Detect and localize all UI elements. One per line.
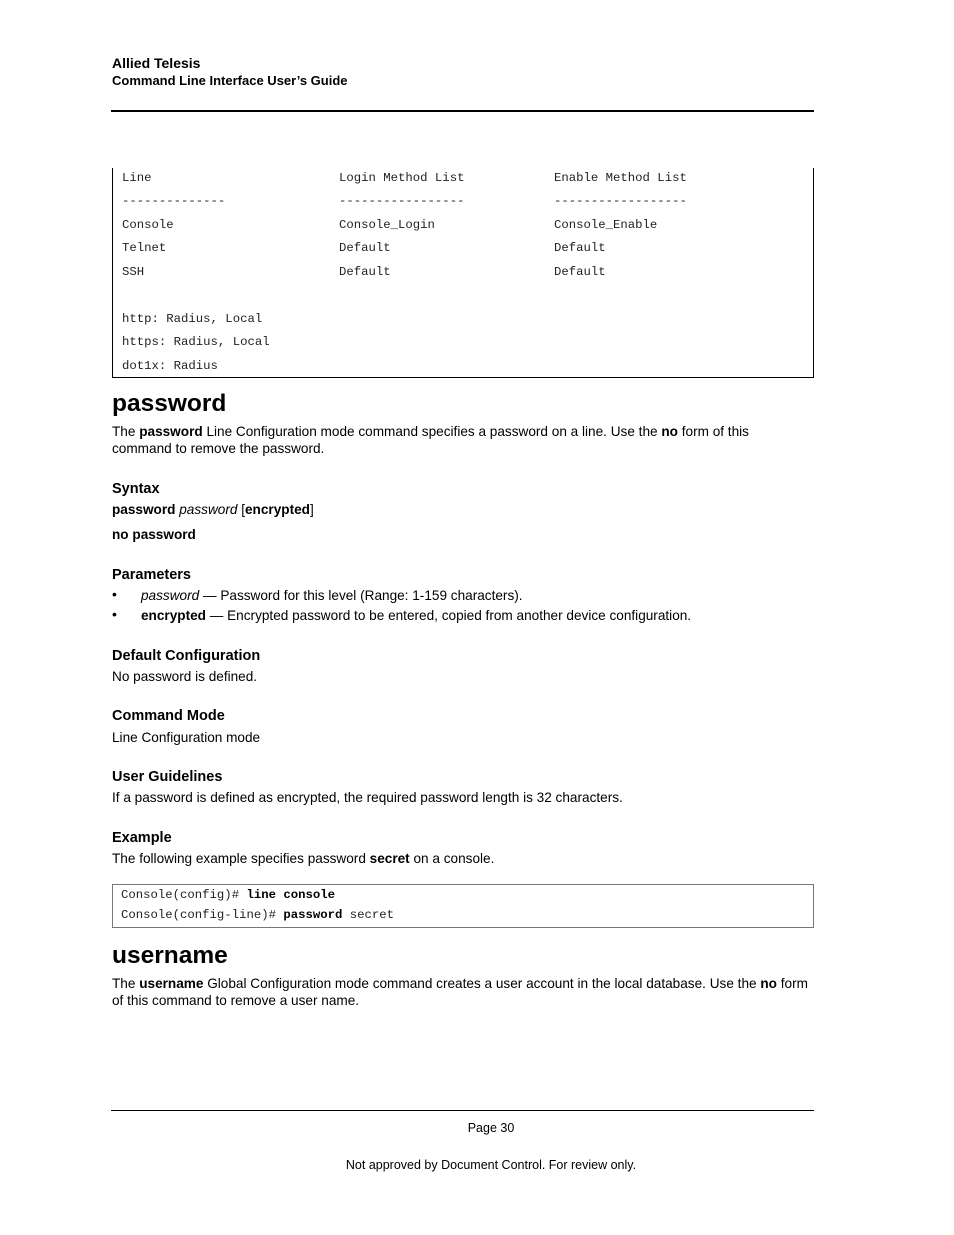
example-code-box xyxy=(112,884,814,928)
output-line: http: Radius, Local xyxy=(122,312,263,326)
code-line: Console(config)# line console xyxy=(121,888,336,902)
col-dash-line: -------------- xyxy=(122,194,226,208)
header-guide-title: Command Line Interface User’s Guide xyxy=(112,73,348,88)
table-cell: SSH xyxy=(122,265,145,279)
example-text: The following example specifies password secret on a console. xyxy=(112,851,495,866)
default-config-heading: Default Configuration xyxy=(112,648,261,664)
table-cell: Console xyxy=(122,218,174,232)
user-guidelines-heading: User Guidelines xyxy=(112,769,223,785)
col-dash-enable: ------------------ xyxy=(554,194,687,208)
parameter-item: encrypted — Encrypted password to be entered, copied from another device configuration. xyxy=(141,608,692,623)
table-cell: Console_Enable xyxy=(554,218,658,232)
bullet-icon: • xyxy=(112,606,117,622)
col-header-line: Line xyxy=(122,171,152,185)
example-heading: Example xyxy=(112,830,172,846)
output-code-box xyxy=(112,168,814,378)
header-rule xyxy=(111,110,814,112)
user-guidelines-text: If a password is defined as encrypted, the required password length is 32 characters. xyxy=(112,790,623,805)
table-cell: Default xyxy=(339,265,391,279)
table-cell: Console_Login xyxy=(339,218,435,232)
table-cell: Telnet xyxy=(122,241,167,255)
username-description: The username Global Configuration mode command creates a user account in the local database. Use the no form of this command to remove a user name. xyxy=(112,976,808,1008)
password-description: The password Line Configuration mode command specifies a password on a line. Use the no form of this command to remove the password. xyxy=(112,424,749,456)
syntax-heading: Syntax xyxy=(112,481,160,497)
table-cell: Default xyxy=(554,241,606,255)
command-mode-heading: Command Mode xyxy=(112,708,225,724)
syntax-command: password password [encrypted] xyxy=(112,502,314,517)
page-number: Page 30 xyxy=(467,1121,515,1135)
section-title-username: username xyxy=(112,942,228,969)
col-dash-login: ----------------- xyxy=(339,194,465,208)
parameters-heading: Parameters xyxy=(112,567,191,583)
table-cell: Default xyxy=(339,241,391,255)
code-line: Console(config-line)# password secret xyxy=(121,908,395,922)
bullet-icon: • xyxy=(112,586,117,602)
col-header-enable: Enable Method List xyxy=(554,171,687,185)
output-line: https: Radius, Local xyxy=(122,335,270,349)
output-line: dot1x: Radius xyxy=(122,359,218,373)
review-note: Not approved by Document Control. For review only. xyxy=(345,1158,637,1172)
default-config-text: No password is defined. xyxy=(112,669,258,684)
command-mode-text: Line Configuration mode xyxy=(112,730,261,745)
parameter-item: password — Password for this level (Range: 1-159 characters). xyxy=(141,588,523,603)
header-company: Allied Telesis xyxy=(112,55,201,71)
section-title-password: password xyxy=(112,390,227,417)
footer-rule xyxy=(111,1110,814,1111)
col-header-login: Login Method List xyxy=(339,171,465,185)
table-cell: Default xyxy=(554,265,606,279)
syntax-no-command: no password xyxy=(112,527,196,542)
